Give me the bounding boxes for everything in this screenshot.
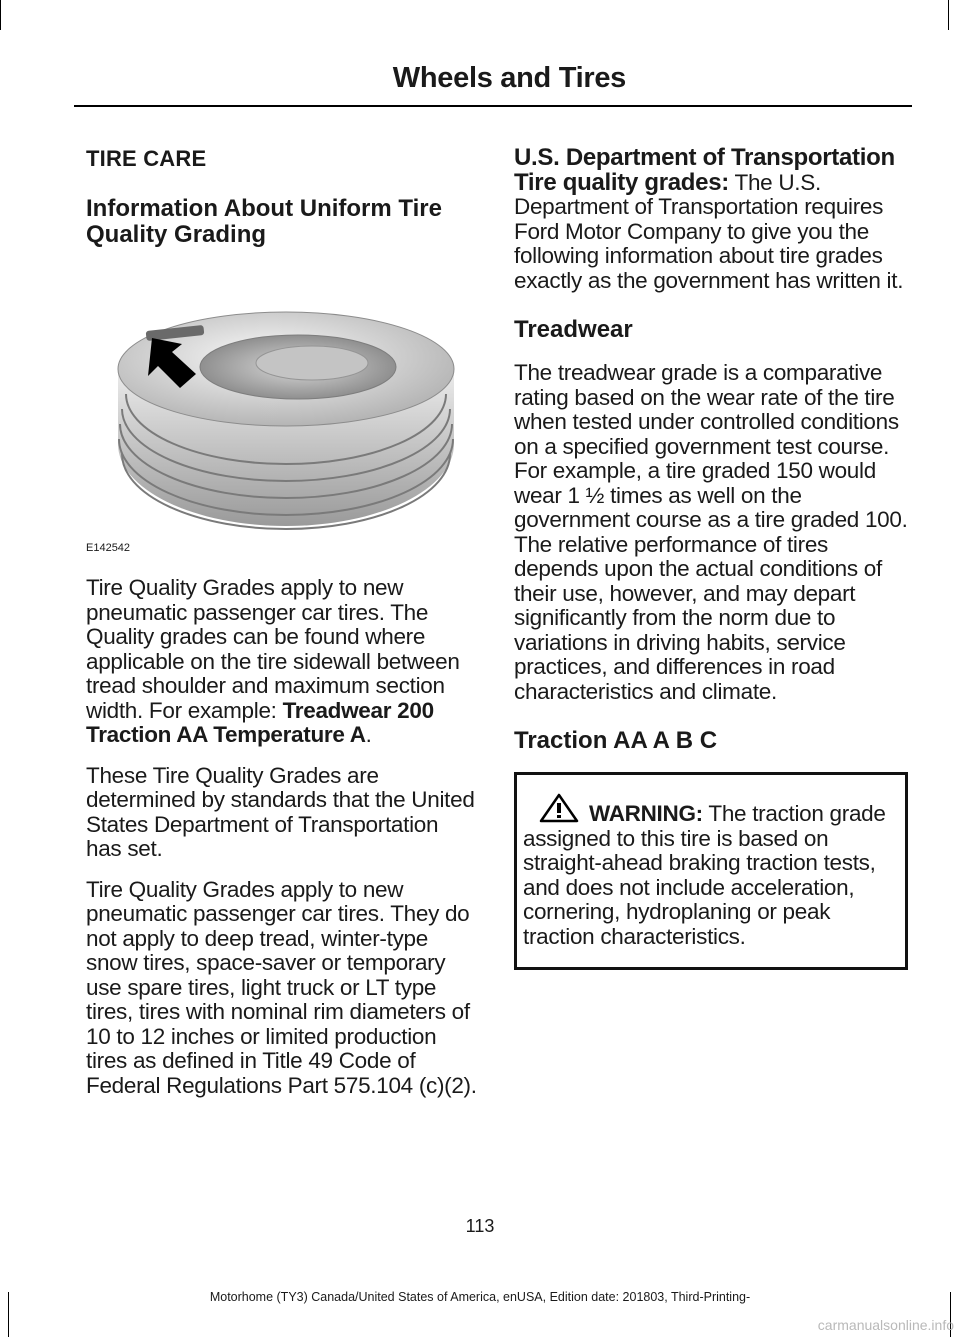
crop-mark-top-left xyxy=(0,0,1,30)
right-column xyxy=(514,146,908,970)
watermark: carmanualsonline.info xyxy=(817,1317,954,1333)
traction-heading: Traction AA A B C xyxy=(514,727,718,754)
dot-text: The U.S. Department of Transportation requires Ford Motor Company to give you the following information about tire grades exactly as the government has written it. xyxy=(514,169,904,293)
paragraph-standards: These Tire Quality Grades are determined by standards that the United States Department of Transportation has set. xyxy=(86,762,475,861)
footer-edition: Motorhome (TY3) Canada/United States of America, enUSA, Edition date: 201803, Third-Printing- xyxy=(209,1290,751,1304)
warning-triangle-icon xyxy=(539,793,579,823)
subheading: Information About Uniform Tire Quality Grading xyxy=(86,195,442,248)
paragraph-grades-intro xyxy=(86,576,478,748)
section-heading: TIRE CARE xyxy=(86,146,207,171)
tire-illustration xyxy=(86,266,478,554)
grade-example: Treadwear 200 Traction AA Temperature A xyxy=(86,697,434,747)
page-number: 113 xyxy=(465,1216,495,1236)
warning-text: The traction grade assigned to this tire is based on straight-ahead braking traction tests, and does not include acceleration, cornering, hydroplaning or peak traction characteristics. xyxy=(523,801,886,949)
page-header-title: Wheels and Tires xyxy=(392,62,626,94)
warning-label: WARNING: xyxy=(589,801,703,826)
figure-code: E142542 xyxy=(86,542,131,554)
paragraph-end: . xyxy=(365,722,372,747)
paragraph-text: Tire Quality Grades apply to new pneumatic passenger car tires. The Quality grades can be found where applicable on the tire sidewall between tread shoulder and maximum section width. For example: xyxy=(86,575,460,723)
treadwear-heading: Treadwear xyxy=(514,316,633,343)
dot-heading: U.S. Department of Transportation Tire quality grades: xyxy=(514,144,895,196)
paragraph-dot xyxy=(514,146,908,293)
left-column xyxy=(86,146,478,1114)
header-rule xyxy=(74,105,912,107)
warning-box xyxy=(514,772,908,970)
treadwear-paragraph: The treadwear grade is a comparative rating based on the wear rate of the tire when tested under controlled conditions on a specified government test course. For example, a tire graded 150 would wear 1 ½ times as well on the government course as a tire graded 100. The relative performance of tires depends upon the actual conditions of their use, however, and may depart significantly from the norm due to variations in driving habits, service practices, and differences in road characteristics and climate. xyxy=(514,360,908,704)
paragraph-exclusions: Tire Quality Grades apply to new pneumatic passenger car tires. They do not apply to deep tread, winter-type snow tires, space-saver or temporary use spare tires, light truck or LT type tires, tires with nominal rim diameters of 10 to 12 inches or limited production tires as defined in Title 49 Code of Federal Regulations Part 575.104 (c)(2). xyxy=(86,876,477,1098)
tire-figure xyxy=(86,266,478,554)
crop-mark-top-right xyxy=(948,0,949,30)
